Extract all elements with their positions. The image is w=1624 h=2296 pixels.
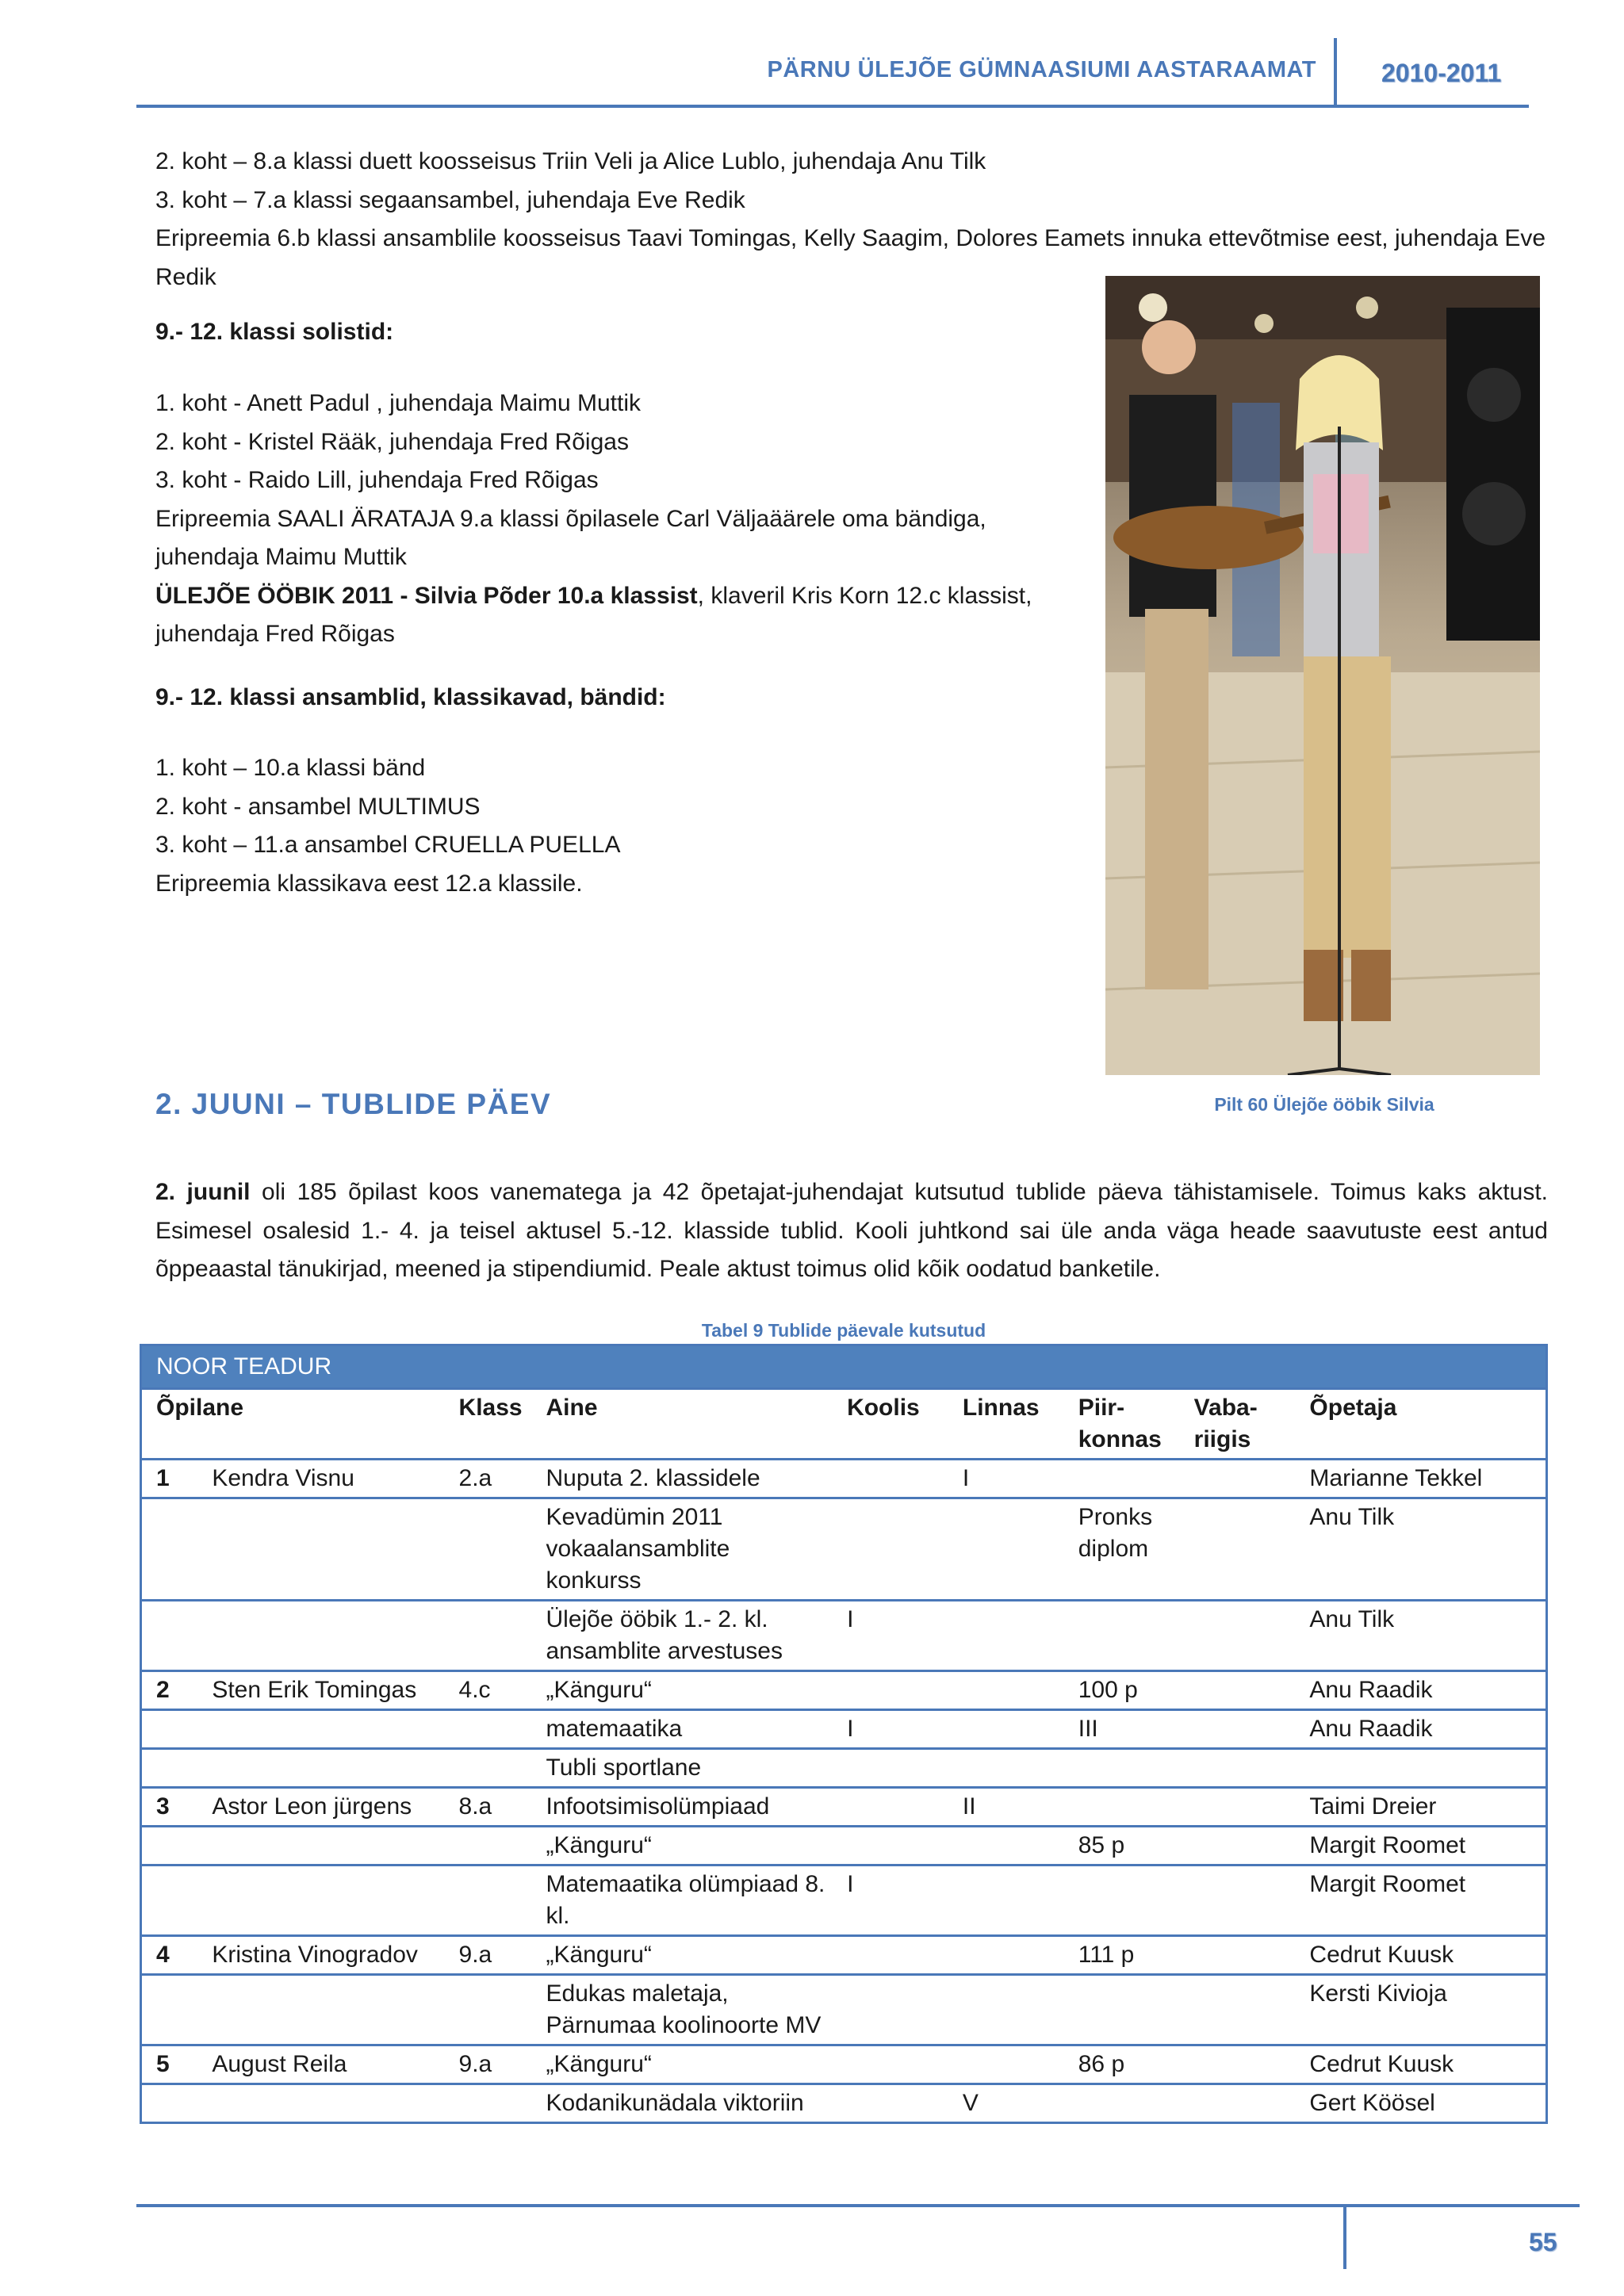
ensembles-block	[155, 749, 620, 903]
cell-opetaja: Taimi Dreier	[1295, 1788, 1546, 1827]
cell-klass	[445, 1601, 532, 1671]
table-row	[141, 1866, 1547, 1936]
cell-num	[141, 1827, 198, 1866]
running-header-title: PÄRNU ÜLEJÕE GÜMNAASIUMI AASTARAAMAT	[767, 57, 1316, 82]
table-row	[141, 1498, 1547, 1601]
table-band-label: NOOR TEADUR	[141, 1345, 1547, 1389]
cell-koolis	[833, 2045, 948, 2084]
soloist-line: 3. koht - Raido Lill, juhendaja Fred Rõigas	[155, 467, 599, 493]
cell-vabariigis	[1180, 1866, 1296, 1936]
cell-linnas	[948, 1975, 1064, 2045]
cell-opetaja: Kersti Kivioja	[1295, 1975, 1546, 2045]
cell-num	[141, 2084, 198, 2123]
cell-opetaja: Anu Tilk	[1295, 1601, 1546, 1671]
table-row	[141, 1975, 1547, 2045]
cell-vabariigis	[1180, 1671, 1296, 1710]
cell-klass	[445, 1710, 532, 1749]
header-klass: Klass	[445, 1389, 532, 1460]
cell-piirkonnas: 85 p	[1064, 1827, 1180, 1866]
cell-koolis	[833, 1827, 948, 1866]
cell-aine: „Känguru“	[532, 1827, 833, 1866]
cell-aine: Matemaatika olümpiaad 8. kl.	[532, 1866, 833, 1936]
table-body	[141, 1460, 1547, 2123]
cell-linnas: V	[948, 2084, 1064, 2123]
cell-klass	[445, 2084, 532, 2123]
cell-num: 4	[141, 1936, 198, 1975]
cell-opetaja: Anu Raadik	[1295, 1671, 1546, 1710]
table-row	[141, 1601, 1547, 1671]
cell-opetaja: Cedrut Kuusk	[1295, 2045, 1546, 2084]
cell-piirkonnas	[1064, 1749, 1180, 1788]
cell-klass: 2.a	[445, 1460, 532, 1498]
cell-linnas: II	[948, 1788, 1064, 1827]
cell-num	[141, 1866, 198, 1936]
cell-name	[197, 1749, 444, 1788]
cell-linnas	[948, 1866, 1064, 1936]
cell-koolis	[833, 2084, 948, 2123]
cell-linnas	[948, 1671, 1064, 1710]
cell-vabariigis	[1180, 1498, 1296, 1601]
cell-aine: Infootsimisolümpiaad	[532, 1788, 833, 1827]
footer-rule	[136, 2204, 1580, 2207]
winner-rest: , klaveril Kris Korn 12.c klassist, juhendaja Fred Rõigas	[155, 582, 1032, 647]
table-caption: Tabel 9 Tublide päevale kutsutud	[701, 1320, 986, 1341]
cell-piirkonnas	[1064, 1788, 1180, 1827]
soloist-line: 2. koht - Kristel Rääk, juhendaja Fred Rõigas	[155, 428, 629, 455]
cell-aine: Tubli sportlane	[532, 1749, 833, 1788]
cell-opetaja: Gert Köösel	[1295, 2084, 1546, 2123]
cell-klass	[445, 1975, 532, 2045]
soloists-block	[155, 385, 1059, 654]
cell-vabariigis	[1180, 1710, 1296, 1749]
cell-name: August Reila	[197, 2045, 444, 2084]
cell-linnas: I	[948, 1460, 1064, 1498]
cell-koolis	[833, 1498, 948, 1601]
cell-piirkonnas	[1064, 1460, 1180, 1498]
winner-line	[155, 577, 1059, 654]
cell-opetaja: Anu Raadik	[1295, 1710, 1546, 1749]
cell-name	[197, 1498, 444, 1601]
cell-name	[197, 1710, 444, 1749]
cell-aine: Nuputa 2. klassidele	[532, 1460, 833, 1498]
cell-aine: Kodanikunädala viktoriin	[532, 2084, 833, 2123]
cell-vabariigis	[1180, 1975, 1296, 2045]
cell-num	[141, 1749, 198, 1788]
header-koolis: Koolis	[833, 1389, 948, 1460]
cell-piirkonnas	[1064, 1866, 1180, 1936]
header-opilane: Õpilane	[141, 1389, 445, 1460]
table-row	[141, 1710, 1547, 1749]
running-header-year: 2010-2011	[1381, 59, 1502, 87]
result-line: 3. koht – 7.a klassi segaansambel, juhendaja Eve Redik	[155, 186, 745, 213]
cell-name	[197, 1866, 444, 1936]
cell-opetaja: Cedrut Kuusk	[1295, 1936, 1546, 1975]
ensemble-line: 3. koht – 11.a ansambel CRUELLA PUELLA	[155, 832, 621, 858]
cell-piirkonnas	[1064, 1975, 1180, 2045]
cell-linnas	[948, 1498, 1064, 1601]
header-piirkonnas: Piir-konnas	[1064, 1389, 1180, 1460]
soloist-line: Eripreemia SAALI ÄRATAJA 9.a klassi õpilasele Carl Väljaäärele oma bändiga, juhendaja Maimu Muttik	[155, 505, 986, 570]
cell-klass	[445, 1749, 532, 1788]
cell-koolis	[833, 1749, 948, 1788]
cell-aine: Ülejõe ööbik 1.- 2. kl. ansamblite arvestuses	[532, 1601, 833, 1671]
top-results-block	[155, 143, 1551, 297]
cell-vabariigis	[1180, 1749, 1296, 1788]
cell-koolis: I	[833, 1601, 948, 1671]
cell-klass: 9.a	[445, 2045, 532, 2084]
cell-koolis	[833, 1671, 948, 1710]
table-header-row	[141, 1389, 1547, 1460]
cell-vabariigis	[1180, 1827, 1296, 1866]
soloist-line: 1. koht - Anett Padul , juhendaja Maimu Muttik	[155, 390, 641, 416]
cell-koolis: I	[833, 1866, 948, 1936]
cell-piirkonnas	[1064, 1601, 1180, 1671]
table-row	[141, 2084, 1547, 2123]
cell-linnas	[948, 1601, 1064, 1671]
singer-photo-illustration	[1105, 276, 1540, 1075]
cell-num	[141, 1710, 198, 1749]
cell-num: 1	[141, 1460, 198, 1498]
ensemble-line: Eripreemia klassikava eest 12.a klassile.	[155, 870, 583, 897]
cell-vabariigis	[1180, 2084, 1296, 2123]
cell-piirkonnas	[1064, 2084, 1180, 2123]
cell-koolis: I	[833, 1710, 948, 1749]
cell-koolis	[833, 1975, 948, 2045]
result-line: Eripreemia 6.b klassi ansamblile koosseisus Taavi Tomingas, Kelly Saagim, Dolores Eamets innuka ettevõtmise eest, juhendaja Eve Redik	[155, 225, 1546, 290]
cell-piirkonnas: 111 p	[1064, 1936, 1180, 1975]
ensembles-heading: 9.- 12. klassi ansamblid, klassikavad, bändid:	[155, 684, 666, 710]
header-aine: Aine	[532, 1389, 833, 1460]
result-line: 2. koht – 8.a klassi duett koosseisus Triin Veli ja Alice Lublo, juhendaja Anu Tilk	[155, 148, 986, 174]
cell-piirkonnas: Pronks diplom	[1064, 1498, 1180, 1601]
cell-klass: 8.a	[445, 1788, 532, 1827]
table-row	[141, 1788, 1547, 1827]
cell-name: Kristina Vinogradov	[197, 1936, 444, 1975]
cell-num	[141, 1975, 198, 2045]
page-number: 55	[1529, 2228, 1557, 2256]
soloists-heading: 9.- 12. klassi solistid:	[155, 319, 394, 345]
cell-klass: 9.a	[445, 1936, 532, 1975]
cell-name	[197, 1975, 444, 2045]
table-row	[141, 1460, 1547, 1498]
cell-piirkonnas: III	[1064, 1710, 1180, 1749]
cell-koolis	[833, 1936, 948, 1975]
cell-opetaja: Marianne Tekkel	[1295, 1460, 1546, 1498]
cell-linnas	[948, 2045, 1064, 2084]
cell-aine: Kevadümin 2011 vokaalansamblite konkurss	[532, 1498, 833, 1601]
header-linnas: Linnas	[948, 1389, 1064, 1460]
cell-linnas	[948, 1749, 1064, 1788]
cell-klass	[445, 1866, 532, 1936]
table-row	[141, 1749, 1547, 1788]
cell-opetaja: Margit Roomet	[1295, 1827, 1546, 1866]
cell-num: 5	[141, 2045, 198, 2084]
cell-vabariigis	[1180, 1788, 1296, 1827]
cell-koolis	[833, 1460, 948, 1498]
cell-opetaja: Margit Roomet	[1295, 1866, 1546, 1936]
table-row	[141, 1936, 1547, 1975]
cell-vabariigis	[1180, 2045, 1296, 2084]
cell-num: 2	[141, 1671, 198, 1710]
header-vabariigis: Vaba-riigis	[1180, 1389, 1296, 1460]
cell-vabariigis	[1180, 1936, 1296, 1975]
cell-name: Sten Erik Tomingas	[197, 1671, 444, 1710]
cell-num	[141, 1601, 198, 1671]
table-row	[141, 1827, 1547, 1866]
cell-linnas	[948, 1936, 1064, 1975]
cell-name	[197, 2084, 444, 2123]
cell-linnas	[948, 1827, 1064, 1866]
cell-aine: matemaatika	[532, 1710, 833, 1749]
cell-name: Kendra Visnu	[197, 1460, 444, 1498]
cell-num: 3	[141, 1788, 198, 1827]
header-opetaja: Õpetaja	[1295, 1389, 1546, 1460]
ensemble-line: 2. koht - ansambel MULTIMUS	[155, 793, 481, 820]
award-table	[140, 1344, 1548, 2124]
cell-aine: „Känguru“	[532, 2045, 833, 2084]
cell-linnas	[948, 1710, 1064, 1749]
header-rule	[136, 105, 1529, 108]
cell-klass	[445, 1827, 532, 1866]
intro-paragraph	[155, 1173, 1548, 1289]
cell-piirkonnas: 100 p	[1064, 1671, 1180, 1710]
intro-rest: oli 185 õpilast koos vanematega ja 42 õpetajat-juhendajat kutsutud tublide päeva tähistamisele. Toimus kaks aktust. Esimesel osalesid 1.- 4. ja teisel aktusel 5.-12. klasside tublid. Kooli juhtkond sai üle anda väga heade saavutuste eest antud õppeaastal tänukirjad, meened ja stipendiumid. Peale aktust toimus olid kõik oodatud banketile.	[155, 1179, 1548, 1282]
photo-caption: Pilt 60 Ülejõe ööbik Silvia	[1214, 1094, 1434, 1115]
ensemble-line: 1. koht – 10.a klassi bänd	[155, 755, 426, 781]
cell-aine: „Känguru“	[532, 1671, 833, 1710]
singer-photo	[1105, 276, 1540, 1075]
cell-opetaja	[1295, 1749, 1546, 1788]
cell-aine: „Känguru“	[532, 1936, 833, 1975]
header-divider	[1334, 38, 1337, 106]
cell-klass	[445, 1498, 532, 1601]
cell-vabariigis	[1180, 1601, 1296, 1671]
footer-divider	[1343, 2206, 1346, 2269]
cell-opetaja: Anu Tilk	[1295, 1498, 1546, 1601]
section-heading: 2. JUUNI – TUBLIDE PÄEV	[155, 1088, 552, 1120]
cell-aine: Edukas maletaja, Pärnumaa koolinoorte MV	[532, 1975, 833, 2045]
cell-vabariigis	[1180, 1460, 1296, 1498]
cell-klass: 4.c	[445, 1671, 532, 1710]
intro-bold: 2. juunil	[155, 1179, 251, 1205]
cell-piirkonnas: 86 p	[1064, 2045, 1180, 2084]
table-row	[141, 2045, 1547, 2084]
cell-num	[141, 1498, 198, 1601]
cell-name	[197, 1601, 444, 1671]
winner-bold: ÜLEJÕE ÖÖBIK 2011 - Silvia Põder 10.a klassist	[155, 582, 698, 609]
cell-name	[197, 1827, 444, 1866]
cell-koolis	[833, 1788, 948, 1827]
cell-name: Astor Leon jürgens	[197, 1788, 444, 1827]
table-row	[141, 1671, 1547, 1710]
